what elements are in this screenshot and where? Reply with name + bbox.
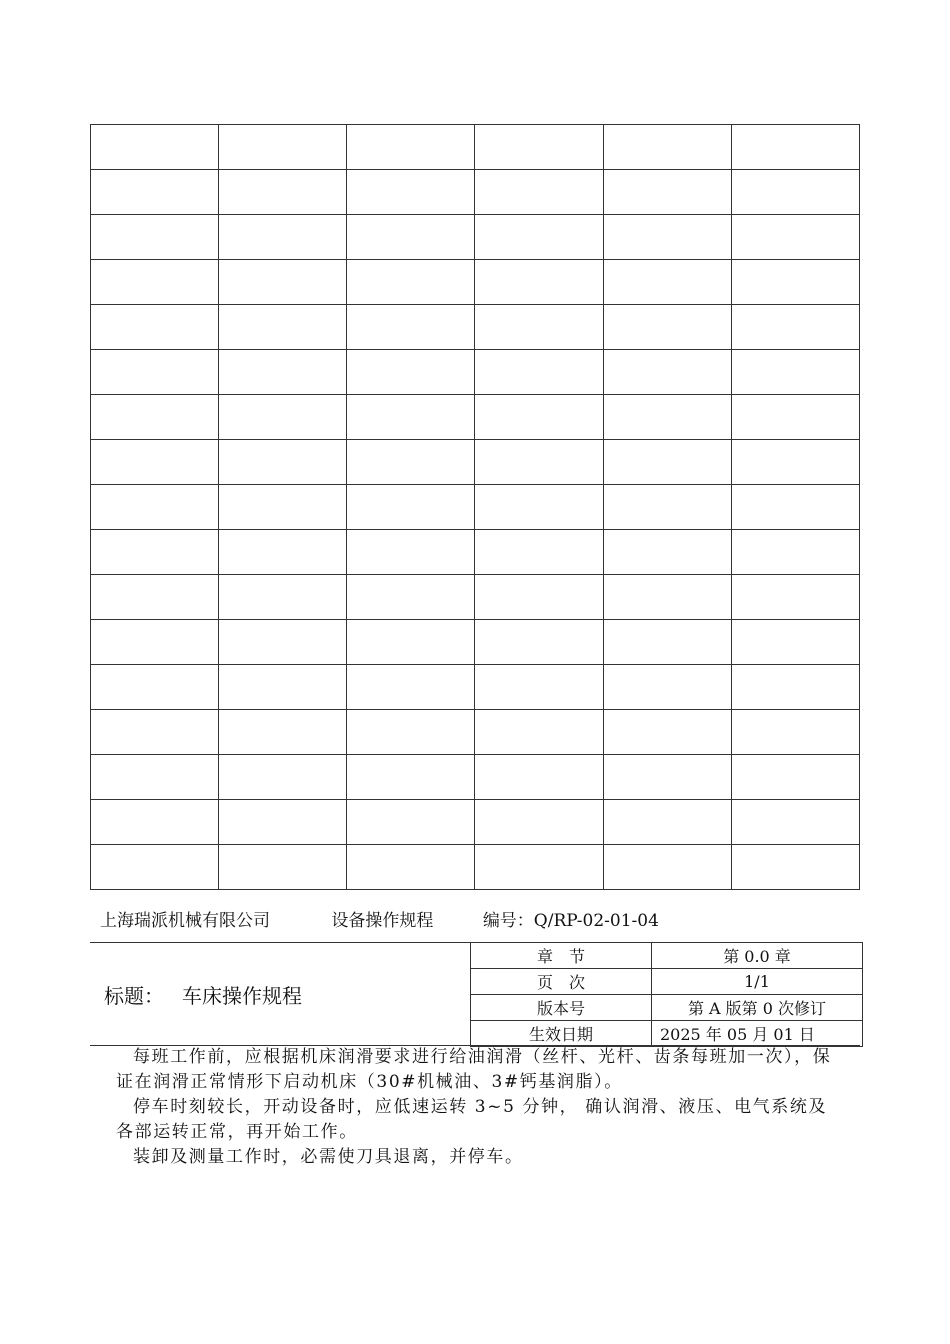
grid-row (91, 170, 860, 215)
page-label: 页 次 (471, 969, 652, 995)
grid-cell (603, 755, 731, 800)
procedure-paragraph: 每班工作前，应根据机床润滑要求进行给油润滑（丝杆、光杆、齿条每班加一次），保证在润滑正常情形下启动机床（30#机械油、3#钙基润脂）。 (116, 1047, 832, 1092)
grid-cell (731, 440, 859, 485)
grid-cell (91, 710, 219, 755)
chapter-label: 章 节 (471, 943, 652, 969)
grid-cell (475, 845, 603, 890)
company-name: 上海瑞派机械有限公司 (100, 911, 270, 931)
grid-cell (91, 665, 219, 710)
grid-cell (219, 485, 347, 530)
grid-cell (219, 170, 347, 215)
grid-cell (91, 395, 219, 440)
procedure-paragraph: 装卸及测量工作时，必需使刀具退离，并停车。 (133, 1147, 524, 1167)
title-value: 车床操作规程 (182, 984, 302, 1008)
grid-cell (219, 125, 347, 170)
grid-cell (347, 440, 475, 485)
title-block (104, 980, 302, 1009)
grid-cell (347, 215, 475, 260)
grid-row (91, 575, 860, 620)
info-row-date (471, 1021, 863, 1047)
date-value: 2025 年 05 月 01 日 (652, 1021, 863, 1047)
grid-cell (603, 350, 731, 395)
grid-cell (347, 125, 475, 170)
grid-cell (603, 575, 731, 620)
grid-cell (475, 800, 603, 845)
grid-cell (347, 170, 475, 215)
grid-cell (347, 260, 475, 305)
grid-cell (347, 485, 475, 530)
grid-row (91, 620, 860, 665)
grid-row (91, 710, 860, 755)
grid-cell (475, 575, 603, 620)
grid-cell (347, 305, 475, 350)
grid-cell (731, 350, 859, 395)
grid-cell (475, 620, 603, 665)
grid-cell (91, 260, 219, 305)
procedure-paragraph: 停车时刻较长，开动设备时，应低速运转 3~5 分钟， 确认润滑、液压、电气系统及各部运转正常，再开始工作。 (116, 1097, 828, 1142)
grid-cell (347, 395, 475, 440)
grid-row (91, 845, 860, 890)
grid-cell (731, 845, 859, 890)
grid-cell (219, 620, 347, 665)
grid-cell (603, 215, 731, 260)
grid-cell (219, 530, 347, 575)
grid-cell (219, 665, 347, 710)
date-label: 生效日期 (471, 1021, 652, 1047)
page-value: 1/1 (652, 969, 863, 995)
grid-cell (603, 845, 731, 890)
grid-cell (91, 305, 219, 350)
grid-cell (219, 305, 347, 350)
grid-cell (731, 530, 859, 575)
grid-cell (603, 305, 731, 350)
grid-row (91, 755, 860, 800)
grid-row (91, 125, 860, 170)
grid-cell (91, 755, 219, 800)
grid-cell (731, 305, 859, 350)
chapter-value: 第 0.0 章 (652, 943, 863, 969)
grid-cell (603, 440, 731, 485)
grid-cell (731, 260, 859, 305)
grid-cell (347, 665, 475, 710)
grid-cell (475, 440, 603, 485)
grid-cell (347, 845, 475, 890)
grid-cell (347, 350, 475, 395)
title-label: 标题： (104, 984, 164, 1008)
grid-cell (475, 350, 603, 395)
grid-cell (475, 530, 603, 575)
grid-cell (475, 665, 603, 710)
grid-cell (219, 350, 347, 395)
info-row-version (471, 995, 863, 1021)
grid-cell (731, 485, 859, 530)
grid-cell (731, 125, 859, 170)
grid-cell (219, 710, 347, 755)
grid-cell (475, 395, 603, 440)
document-info-table (470, 942, 863, 1047)
grid-cell (91, 485, 219, 530)
grid-cell (91, 125, 219, 170)
grid-row (91, 665, 860, 710)
grid-cell (731, 620, 859, 665)
grid-cell (347, 710, 475, 755)
grid-row (91, 395, 860, 440)
grid-cell (603, 665, 731, 710)
grid-cell (219, 260, 347, 305)
grid-cell (347, 620, 475, 665)
version-value: 第 A 版第 0 次修订 (652, 995, 863, 1021)
grid-cell (731, 710, 859, 755)
document-code: 编号：Q/RP-02-01-04 (482, 911, 659, 931)
grid-cell (475, 260, 603, 305)
grid-cell (603, 125, 731, 170)
grid-cell (91, 845, 219, 890)
grid-cell (603, 800, 731, 845)
grid-cell (347, 755, 475, 800)
grid-cell (603, 620, 731, 665)
grid-cell (603, 710, 731, 755)
grid-row (91, 350, 860, 395)
grid-cell (475, 485, 603, 530)
grid-cell (219, 800, 347, 845)
grid-row (91, 530, 860, 575)
grid-cell (91, 440, 219, 485)
blank-grid-table (90, 124, 860, 890)
grid-cell (603, 395, 731, 440)
grid-cell (91, 800, 219, 845)
grid-cell (475, 170, 603, 215)
grid-row (91, 305, 860, 350)
grid-row (91, 485, 860, 530)
grid-row (91, 800, 860, 845)
grid-cell (219, 440, 347, 485)
grid-cell (475, 710, 603, 755)
grid-cell (603, 170, 731, 215)
grid-cell (91, 350, 219, 395)
grid-cell (603, 260, 731, 305)
grid-cell (475, 125, 603, 170)
grid-cell (91, 575, 219, 620)
grid-cell (219, 845, 347, 890)
grid-cell (731, 395, 859, 440)
grid-cell (219, 215, 347, 260)
grid-cell (475, 215, 603, 260)
grid-cell (219, 575, 347, 620)
grid-cell (219, 395, 347, 440)
grid-row (91, 440, 860, 485)
grid-cell (731, 575, 859, 620)
grid-cell (91, 530, 219, 575)
info-row-page (471, 969, 863, 995)
grid-cell (603, 485, 731, 530)
grid-cell (347, 575, 475, 620)
grid-cell (347, 800, 475, 845)
grid-cell (219, 755, 347, 800)
document-type: 设备操作规程 (331, 911, 434, 931)
document-header-line (100, 906, 659, 931)
grid-cell (731, 665, 859, 710)
grid-cell (91, 620, 219, 665)
grid-cell (91, 215, 219, 260)
grid-cell (475, 305, 603, 350)
grid-cell (91, 170, 219, 215)
procedure-body (116, 1045, 836, 1170)
grid-cell (603, 530, 731, 575)
info-row-chapter (471, 943, 863, 969)
grid-row (91, 260, 860, 305)
grid-cell (475, 755, 603, 800)
grid-cell (731, 215, 859, 260)
grid-cell (731, 755, 859, 800)
grid-row (91, 215, 860, 260)
grid-cell (731, 170, 859, 215)
grid-cell (347, 530, 475, 575)
grid-cell (731, 800, 859, 845)
blank-grid-body (91, 125, 860, 890)
version-label: 版本号 (471, 995, 652, 1021)
